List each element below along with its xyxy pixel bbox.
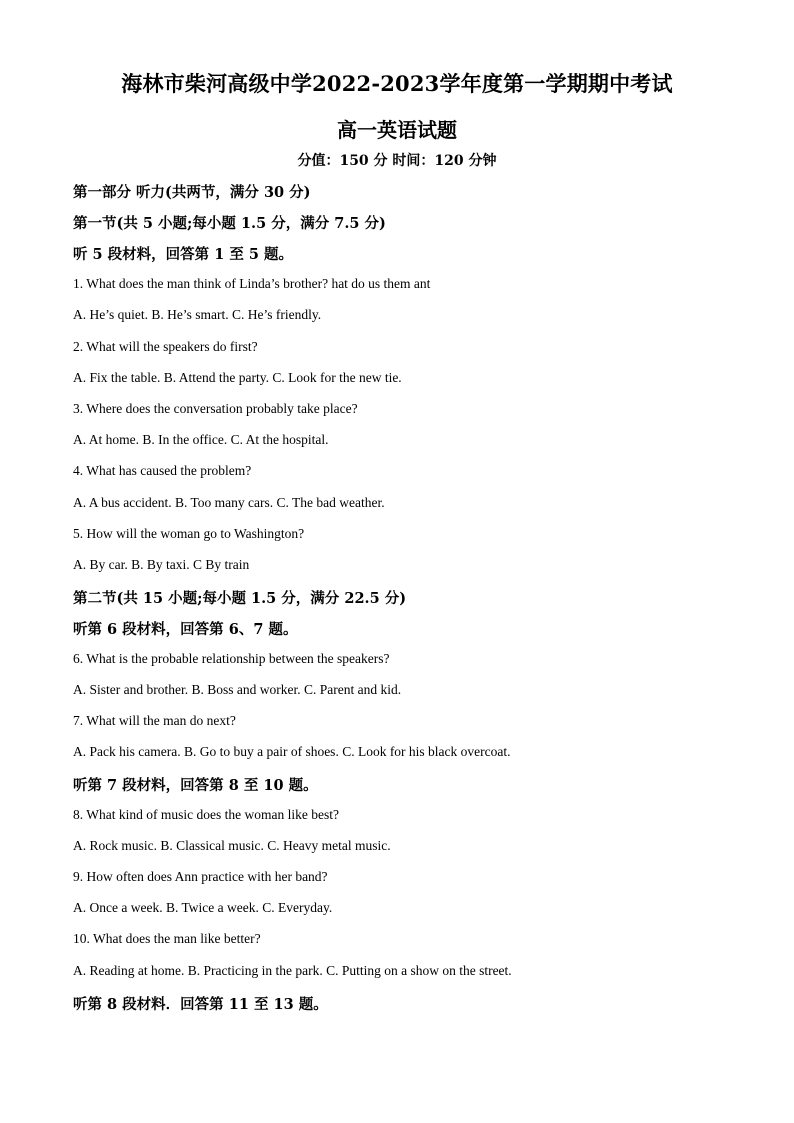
question-10-options: A. Reading at home. B. Practicing in the park. C. Putting on a show on the street. xyxy=(73,963,512,978)
question-4: 4. What has caused the problem? xyxy=(73,463,252,478)
section1-instruction: 听 5 段材料，回答第 1 至 5 题。 xyxy=(73,246,294,263)
section2-heading: 第二节(共 15 小题;每小题 1.5 分，满分 22.5 分) xyxy=(73,590,407,607)
question-9: 9. How often does Ann practice with her band? xyxy=(73,869,328,884)
question-3-options: A. At home. B. In the office. C. At the hospital. xyxy=(73,432,329,447)
question-1: 1. What does the man think of Linda’s brother? hat do us them ant xyxy=(73,276,431,291)
question-3: 3. Where does the conversation probably take place? xyxy=(73,401,358,416)
question-9-options: A. Once a week. B. Twice a week. C. Everyday. xyxy=(73,900,333,915)
question-7-options: A. Pack his camera. B. Go to buy a pair of shoes. C. Look for his black overcoat. xyxy=(73,744,511,759)
question-7: 7. What will the man do next? xyxy=(73,713,236,728)
question-8-options: A. Rock music. B. Classical music. C. Heavy metal music. xyxy=(73,838,391,853)
subject-title: 高一英语试题 xyxy=(337,118,457,142)
question-5-options: A. By car. B. By taxi. C By train xyxy=(73,557,250,572)
instruction-6-7: 听第 6 段材料，回答第 6、7 题。 xyxy=(73,621,298,638)
instruction-11-13: 听第 8 段材料．回答第 11 至 13 题。 xyxy=(73,996,328,1013)
question-4-options: A. A bus accident. B. Too many cars. C. The bad weather. xyxy=(73,495,385,510)
question-6-options: A. Sister and brother. B. Boss and worker. C. Parent and kid. xyxy=(73,682,402,697)
question-2: 2. What will the speakers do first? xyxy=(73,339,258,354)
instruction-8-10: 听第 7 段材料，回答第 8 至 10 题。 xyxy=(73,777,318,794)
question-8: 8. What kind of music does the woman like best? xyxy=(73,807,339,822)
question-10: 10. What does the man like better? xyxy=(73,931,261,946)
question-2-options: A. Fix the table. B. Attend the party. C. Look for the new tie. xyxy=(73,370,402,385)
section1-heading: 第一节(共 5 小题;每小题 1.5 分，满分 7.5 分) xyxy=(73,215,386,232)
question-6: 6. What is the probable relationship between the speakers? xyxy=(73,651,390,666)
question-1-options: A. He’s quiet. B. He’s smart. C. He’s friendly. xyxy=(73,307,322,322)
question-5: 5. How will the woman go to Washington? xyxy=(73,526,305,541)
score-time-line: 分值：150 分 时间：120 分钟 xyxy=(297,153,497,169)
school-exam-title: 海林市柴河高级中学2022-2023学年度第一学期期中考试 xyxy=(121,71,673,96)
part1-heading: 第一部分 听力(共两节，满分 30 分) xyxy=(73,184,311,201)
